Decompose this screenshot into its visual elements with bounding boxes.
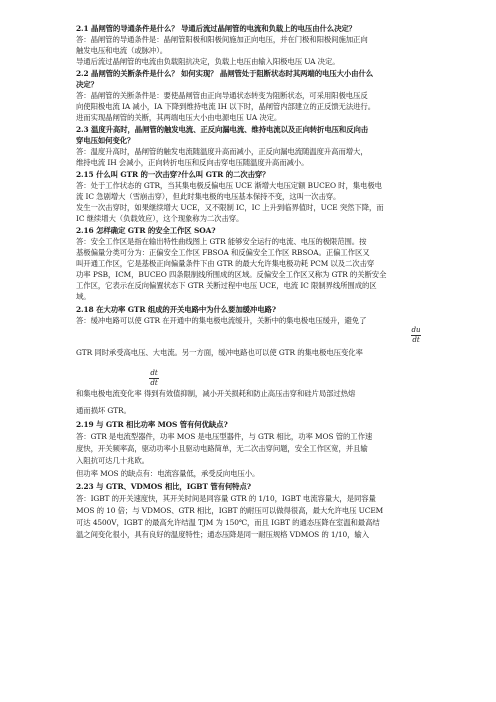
- formula-du-dt-numerator: du: [411, 326, 421, 334]
- question-2-19: 2.19 与 GTR 相比功率 MOS 管有何优缺点?: [76, 420, 228, 429]
- answer-2-18-line-3: 和集电极电流变化率 得到有效值抑制，减小开关损耗和防止高压击穿和硅片局部过热熔: [76, 389, 356, 398]
- answer-2-15-line-3: 发生一次击穿时，如果继续增大 UCE，又不限制 IC，IC 上升到临界值时，UCE 突然下降，而: [76, 203, 384, 212]
- answer-2-19-line-4: 但功率 MOS 的缺点有：电流容量低，承受反向电压小。: [76, 469, 260, 478]
- answer-2-23-line-1: 答：IGBT 的开关速度快，其开关时间是同容量 GTR 的 1/10，IGBT 电流容量大，是同容量: [76, 494, 376, 503]
- answer-2-16-line-4: 功率 PSB，ICM，BUCEO 四条限制线所围成的区域。反偏安全工作区又称为 GTR 的关断安全: [76, 270, 387, 279]
- answer-2-19-line-2: 度快，开关频率高，驱动功率小且驱动电路简单，无二次击穿问题，安全工作区宽，并且输: [76, 444, 368, 453]
- answer-2-18-line-4: 通而损坏 GTR。: [76, 406, 131, 415]
- question-2-18: 2.18 在大功率 GTR 组成的开关电路中为什么要加缓冲电路?: [76, 305, 277, 314]
- answer-2-19-line-1: 答：GTR 是电流型器件，功率 MOS 是电压型器件，与 GTR 相比，功率 MOS 管的工作速: [76, 432, 373, 441]
- formula-du-dt-denominator: dt: [412, 336, 420, 344]
- question-2-16: 2.16 怎样确定 GTR 的安全工作区 SOA?: [76, 226, 216, 235]
- question-2-2-line-2: 决定？: [76, 80, 98, 89]
- question-2-2-line-1: 2.2 晶闸管的关断条件是什么？ 如何实现？ 晶闸管处于阻断状态时其两端的电压大小由什么: [76, 69, 374, 78]
- question-2-3-line-1: 2.3 温度升高时，晶闸管的触发电流、正反向漏电流、维持电流以及正向转折电压和反向击: [76, 125, 369, 134]
- answer-2-15-line-4: IC 继续增大（负载效应），这个现象称为二次击穿。: [76, 214, 244, 223]
- answer-2-16-line-2: 基极偏量分类可分为：正偏安全工作区 FBSOA 和反偏安全工作区 RBSOA。正偏工作区又: [76, 248, 370, 257]
- answer-2-19-line-3: 入阻抗可达几十兆欧。: [76, 456, 149, 465]
- formula-di-dt-denominator: dt: [150, 379, 158, 387]
- question-2-3-line-2: 穿电压如何变化？: [76, 136, 135, 145]
- answer-2-23-line-4: 温之间变化很小，具有良好的温度特性；通态压降是同一耐压规格 VDMOS 的 1/10，输入: [76, 530, 369, 539]
- answer-2-15-line-2: 流 IC 急剧增大（雪崩击穿），但此时集电极的电压基本保持不变，这叫一次击穿。: [76, 192, 341, 201]
- answer-2-2-line-2: 向使阳极电流 IA 减小，IA 下降到维持电流 IH 以下时，晶闸管内部建立的正反馈无法进行。: [76, 102, 375, 111]
- answer-2-16-line-1: 答：安全工作区是指在输出特性曲线图上 GTR 能够安全运行的电流、电压的极限范围。按: [76, 237, 367, 246]
- answer-2-2-line-3: 进而实现晶闸管的关断，其两端电压大小由电源电压 UA 决定。: [76, 113, 282, 122]
- question-2-23: 2.23 与 GTR、VDMOS 相比，IGBT 管有何特点?: [76, 482, 251, 491]
- answer-2-3-line-2: 维持电流 IH 会减小，正向转折电压和反向击穿电压随温度升高而减小。: [76, 158, 309, 167]
- answer-2-18-line-2: GTR 同时承受高电压、大电流。另一方面，缓冲电路也可以使 GTR 的集电极电压变化率: [76, 348, 363, 357]
- formula-du-dt: [411, 326, 421, 345]
- answer-2-23-line-2: MOS 的 10 倍；与 VDMOS、GTR 相比，IGBT 的耐压可以做得很高，最大允许电压 UCEM: [76, 506, 384, 515]
- answer-2-15-line-1: 答：处于工作状态的 GTR，当其集电极反偏电压 UCE 渐增大电压定额 BUCEO 时，集电极电: [76, 181, 382, 190]
- answer-2-16-line-6: 域。: [76, 292, 91, 301]
- answer-2-16-line-5: 工作区，它表示在反向偏置状态下 GTR 关断过程中电压 UCE，电流 IC 限制界线所围成的区: [76, 281, 377, 290]
- answer-2-1-line-2: 触发电压和电流（或脉冲）。: [76, 46, 168, 55]
- answer-2-2-line-1: 答：晶闸管的关断条件是：要使晶闸管由正向导通状态转变为阻断状态，可采用阳极电压反: [76, 91, 368, 100]
- answer-2-16-line-3: 叫开通工作区，它是基极正向偏量条件下由 GTR 的最大允许集电极功耗 PCM 以及二次击穿: [76, 259, 375, 268]
- answer-2-23-line-3: 可达 4500V，IGBT 的最高允许结温 TJM 为 150℃，而且 IGBT 的通态压降在室温和最高结: [76, 518, 380, 527]
- question-2-1: 2.1 晶闸管的导通条件是什么？ 导通后流过晶闸管的电流和负载上的电压由什么决定？: [76, 24, 356, 33]
- answer-2-18-line-1: 答：缓冲电路可以使 GTR 在开通中的集电极电流缓升，关断中的集电极电压缓升，避免了: [76, 316, 367, 325]
- question-2-15: 2.15 什么叫 GTR 的一次击穿?什么叫 GTR 的二次击穿？: [76, 170, 270, 179]
- formula-di-dt: [149, 369, 159, 388]
- answer-2-1-line-1: 答：晶闸管的导通条件是：晶闸管阳极和阳极间施加正向电压，并在门极和阳极间施加正向: [76, 35, 368, 44]
- answer-2-3-line-1: 答：温度升高时，晶闸管的触发电流随温度升高而减小，正反向漏电流随温度升高而增大，: [76, 147, 368, 156]
- formula-di-dt-numerator: dt: [150, 369, 158, 377]
- answer-2-1-line-3: 导通后流过晶闸管的电流由负载阻抗决定，负载上电压由输入阳极电压 UA 决定。: [76, 57, 340, 66]
